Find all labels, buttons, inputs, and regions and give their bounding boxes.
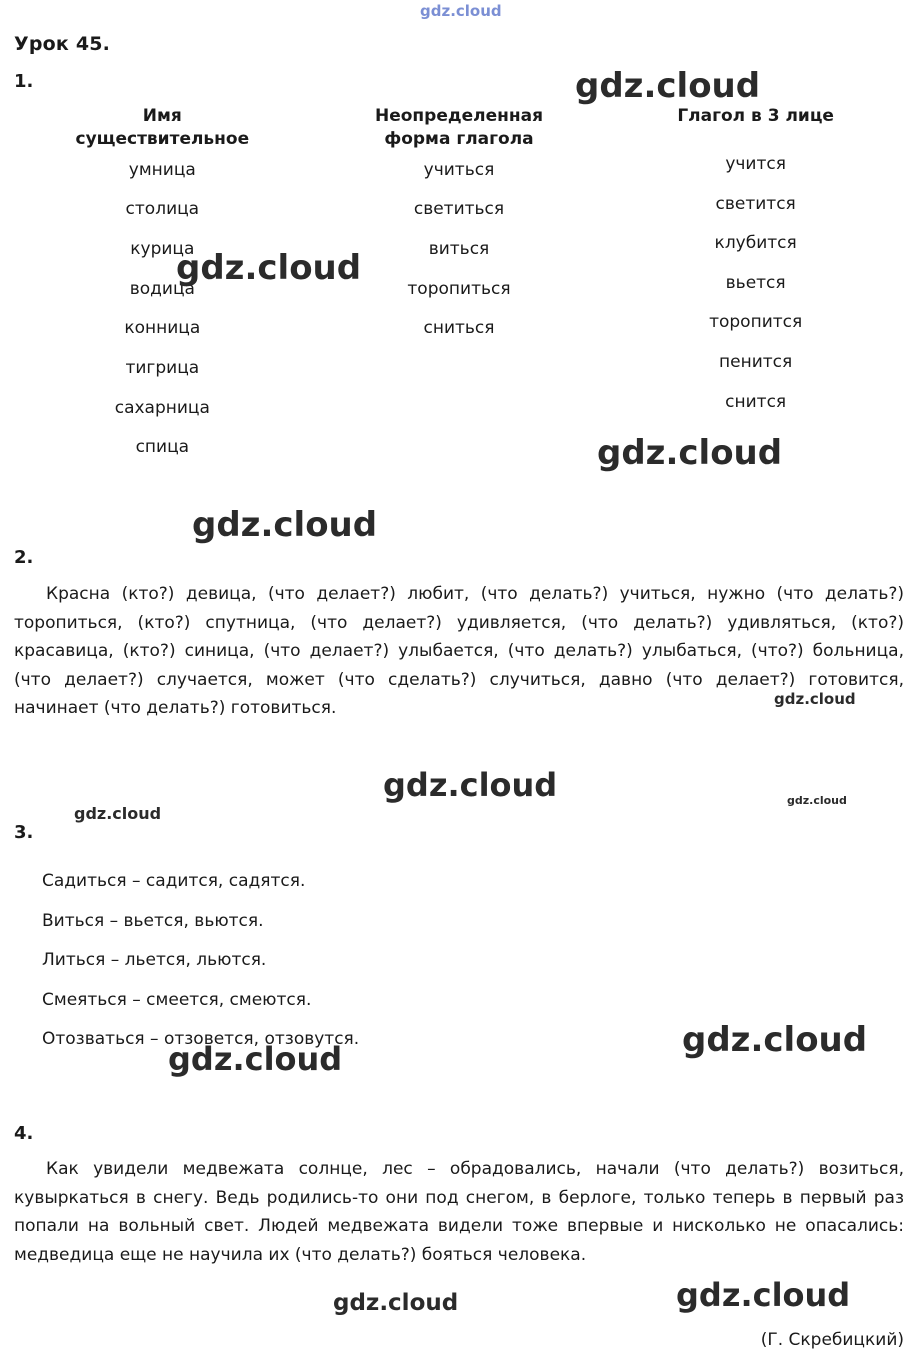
watermark: gdz.cloud: [787, 794, 847, 807]
table-cell: пенится: [719, 352, 793, 373]
table-column-nouns: [14, 105, 311, 468]
table-cell: вьется: [725, 272, 786, 293]
watermark: gdz.cloud: [420, 2, 502, 20]
task-1-table: [14, 105, 904, 468]
column-header-third-person: Глагол в 3 лице: [677, 106, 834, 126]
table-cell: торопится: [709, 312, 803, 333]
table-column-infinitives: [311, 105, 608, 468]
table-cell: конница: [124, 318, 201, 339]
table-cell: сахарница: [114, 397, 210, 418]
watermark: gdz.cloud: [597, 433, 783, 473]
task-3-lines: [42, 862, 359, 1060]
watermark: gdz.cloud: [176, 248, 362, 288]
watermark: gdz.cloud: [383, 766, 558, 804]
task-2-paragraph: Красна (кто?) девица, (что делает?) любит, (что делать?) учиться, нужно (что делать?) торопиться, (кто?) спутница, (что делает?) удивляется, (что делать?) удивляться, (кто?) красавица, (кто?) синица, (что делает?) улыбается, (что делать?) улыбаться, (что?) больница, (что делает?) случается, может (что сделать?) случиться, давно (что делает?) готовится, начинает (что делать?) готовиться.: [14, 584, 904, 719]
column-header-infinitives: Неопределенная форма глагола: [374, 106, 543, 149]
watermark: gdz.cloud: [676, 1276, 851, 1314]
table-cell: светиться: [413, 199, 505, 220]
task-number-4: 4.: [14, 1123, 34, 1144]
task-number-3: 3.: [14, 822, 34, 843]
list-item: Виться – вьется, вьются.: [42, 910, 264, 931]
task-4-paragraph: Как увидели медвежата солнце, лес – обрадовались, начали (что делать?) возиться, кувыркаться в снегу. Ведь родились-то они под снегом, в берлоге, только теперь в первый раз попали на вольный свет. Людей медвежата видели тоже впервые и нисколько не опасались: медведица еще не научила их (что делать?) бояться человека.: [14, 1159, 904, 1265]
table-cell: учится: [725, 154, 786, 174]
list-item: Отозваться – отзовется, отзовутся.: [42, 1029, 360, 1050]
table-cell: спица: [135, 437, 190, 458]
column-header-nouns: Имя существительное: [75, 106, 250, 149]
table-cell: водица: [129, 278, 195, 299]
page-title: Урок 45.: [14, 33, 111, 55]
table-cell: курица: [130, 239, 195, 260]
table-cell: светится: [715, 193, 796, 214]
list-item: Садиться – садится, садятся.: [42, 871, 306, 891]
table-cell: тигрица: [125, 357, 200, 378]
table-cell: виться: [428, 239, 490, 260]
table-cell: учиться: [423, 159, 495, 180]
task-number-2: 2.: [14, 547, 34, 568]
task-number-1: 1.: [14, 71, 34, 92]
table-cell: клубится: [714, 233, 797, 254]
watermark: gdz.cloud: [74, 804, 162, 823]
task-4-author: (Г. Скребицкий): [760, 1330, 904, 1350]
list-item: Литься – льется, льются.: [42, 950, 267, 971]
watermark: gdz.cloud: [575, 66, 761, 106]
list-item: Смеяться – смеется, смеются.: [42, 989, 312, 1010]
table-cell: столица: [125, 199, 200, 220]
table-cell: умница: [128, 159, 196, 180]
table-cell: снится: [725, 391, 787, 412]
table-cell: сниться: [423, 318, 495, 339]
watermark: gdz.cloud: [774, 690, 856, 708]
watermark: gdz.cloud: [192, 505, 378, 545]
table-cell: торопиться: [407, 278, 511, 299]
watermark: gdz.cloud: [682, 1020, 868, 1060]
watermark: gdz.cloud: [168, 1040, 343, 1078]
watermark: gdz.cloud: [333, 1290, 459, 1316]
table-column-third-person: [607, 105, 904, 468]
